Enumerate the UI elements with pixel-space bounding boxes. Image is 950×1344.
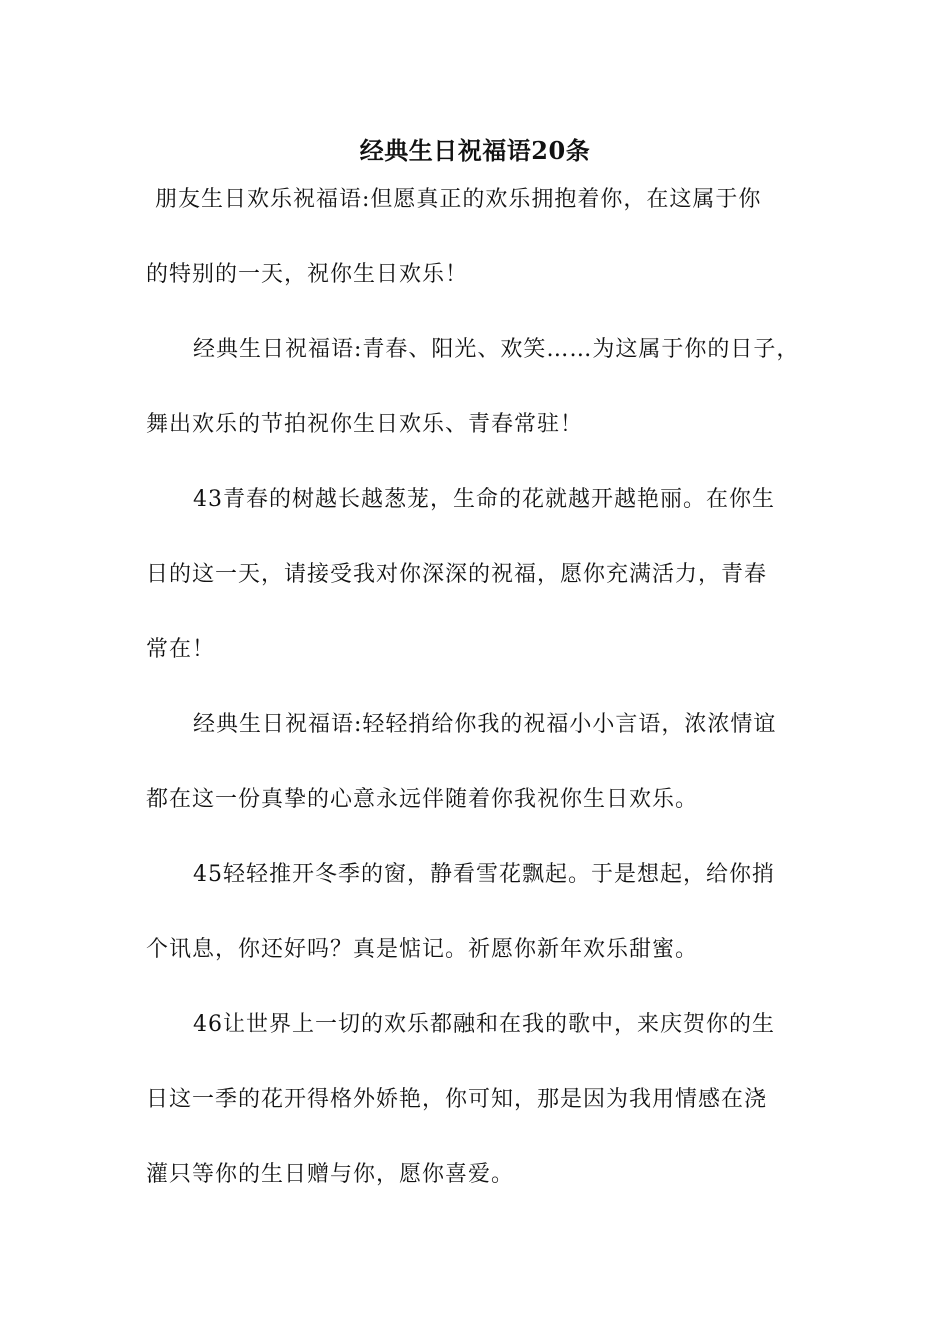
document-title: 经典生日祝福语20条	[359, 136, 591, 165]
text-line: 经典生日祝福语:青春、阳光、欢笑……为这属于你的日子，	[193, 337, 800, 362]
text-line: 日的这一天，请接受我对你深深的祝福，愿你充满活力，青春	[146, 562, 768, 587]
text-line: 朋友生日欢乐祝福语:但愿真正的欢乐拥抱着你，在这属于你	[155, 187, 762, 212]
text-line: 45轻轻推开冬季的窗，静看雪花飘起。于是想起，给你捎	[193, 862, 775, 887]
text-line: 常在！	[146, 637, 216, 662]
text-line: 日这一季的花开得格外娇艳，你可知，那是因为我用情感在浇	[146, 1087, 768, 1112]
text-line: 都在这一份真挚的心意永远伴随着你我祝你生日欢乐。	[146, 787, 699, 812]
text-line: 43青春的树越长越葱茏，生命的花就越开越艳丽。在你生	[193, 487, 775, 512]
text-line: 经典生日祝福语:轻轻捎给你我的祝福小小言语，浓浓情谊	[193, 712, 777, 737]
text-line: 46让世界上一切的欢乐都融和在我的歌中，来庆贺你的生	[193, 1012, 775, 1037]
text-line: 灌只等你的生日赠与你，愿你喜爱。	[146, 1162, 515, 1187]
text-line: 的特别的一天，祝你生日欢乐！	[146, 262, 469, 287]
text-line: 个讯息，你还好吗？真是惦记。祈愿你新年欢乐甜蜜。	[146, 937, 699, 962]
text-line: 舞出欢乐的节拍祝你生日欢乐、青春常驻！	[146, 412, 584, 437]
